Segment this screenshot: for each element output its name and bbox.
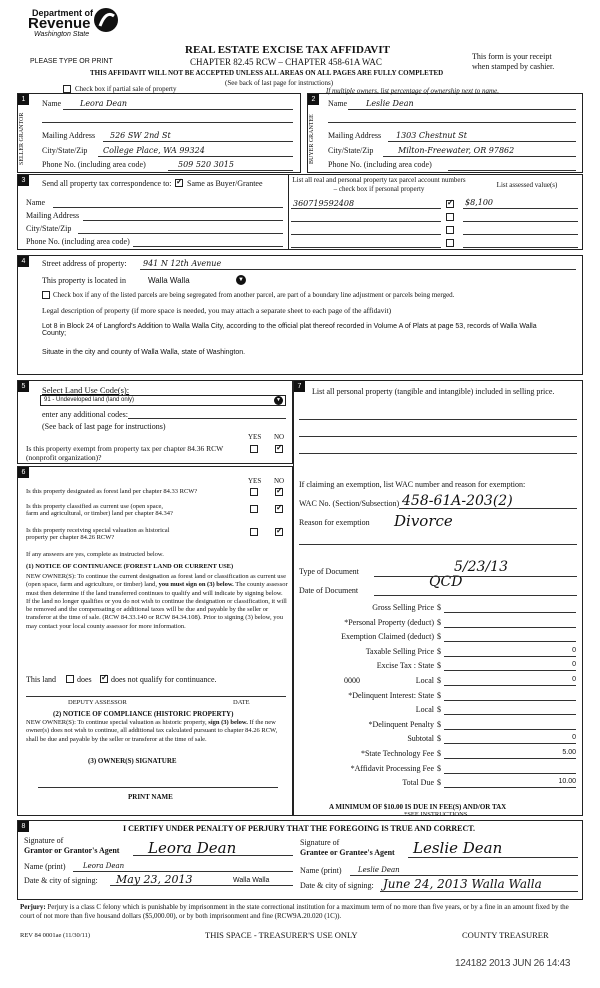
fee-line <box>444 641 576 642</box>
personal-line-3 <box>299 453 577 454</box>
street-line <box>140 269 576 270</box>
land-use-value: 91 - Undeveloped land (land only) <box>44 397 135 403</box>
notice2-body <box>26 719 288 744</box>
segregated-label: Check box if any of the listed parcels are being segregated from another parcel, are part of a boundary line adjustment or parcels being merged. <box>53 291 455 299</box>
deputy-date-label: DATE <box>233 699 250 706</box>
legal-label: Legal description of property (if more space is needed, you may attach a separate sheet to each page of the affidavit) <box>42 306 392 315</box>
fee-row <box>294 747 584 760</box>
notice2-title: (2) NOTICE OF COMPLIANCE (HISTORIC PROPERTY) <box>53 710 234 718</box>
buyer-addr-line <box>388 141 576 142</box>
fee-label: Gross Selling Price <box>372 603 434 612</box>
reason-value[interactable]: Divorce <box>394 512 453 530</box>
buyer-city-line <box>383 156 576 157</box>
form-title: REAL ESTATE EXCISE TAX AFFIDAVIT <box>185 44 390 56</box>
seller-name-label: Name <box>42 99 62 108</box>
buyer-name-line <box>348 109 576 110</box>
parcel-line-4 <box>291 247 441 248</box>
fee-label: Exemption Claimed (deduct) <box>341 632 434 642</box>
grantee-signature[interactable]: Leslie Dean <box>413 839 503 857</box>
seller-addr[interactable]: 526 SW 2nd St <box>110 131 171 140</box>
fee-currency: $ <box>437 749 441 758</box>
fee-line <box>444 729 576 730</box>
does-qualify-checkbox[interactable] <box>66 675 74 683</box>
fee-row <box>294 659 584 672</box>
notice1-c: The county assessor must then determine if the land transferred continues to qualify and will indicate by signing below. If the land no longer qualifies or you do not wish to continue the designation or classification, it will be removed and the compensating or additional taxes will be due and payable by the seller or transferor at the time of sale. (RCW 84.33.140 or RCW 84.34.108). Prior to signing (3) below, you may contact your local county assessor for more information. <box>26 581 288 630</box>
parcel-number[interactable]: 360719592408 <box>293 199 355 208</box>
multiple-owners-note: If multiple owners, list percentage of ownership next to name. <box>326 87 499 95</box>
section-number-2: 2 <box>308 94 319 105</box>
treasurer-space: THIS SPACE - TREASURER'S USE ONLY <box>205 930 358 940</box>
fee-line <box>444 685 576 686</box>
fee-currency: $ <box>437 690 441 700</box>
land-use-section <box>17 380 293 464</box>
section-number-4: 4 <box>18 256 29 267</box>
legal-description-1[interactable]: Lot 8 in Block 24 of Langford's Addition to Walla Walla City, according to the official plat thereof recorded in Volume A of Plats at page 53, records of Walla Walla County; <box>42 323 537 337</box>
seller-phone[interactable]: 509 520 3015 <box>178 160 234 169</box>
type-doc-value[interactable]: QCD <box>429 574 463 590</box>
current-use-no-checkbox[interactable] <box>275 505 283 513</box>
grantor-print-label: Name (print) <box>24 862 66 871</box>
grantor-date[interactable]: May 23, 2013 <box>116 873 193 886</box>
seller-section <box>17 93 301 173</box>
fee-label: *Affidavit Processing Fee <box>350 763 434 773</box>
corr-city-line <box>78 233 283 234</box>
wac-label: WAC No. (Section/Subsection) <box>299 499 400 508</box>
correspondence-section <box>17 174 583 250</box>
fee-currency: $ <box>437 603 441 612</box>
partial-sale-label: Check box if partial sale of property <box>75 85 177 93</box>
grantee-sig-of: Signature of <box>300 838 340 847</box>
parcel-personal-checkbox-1[interactable] <box>446 200 454 208</box>
assessed-line-4 <box>463 247 578 248</box>
logo-emblem-icon <box>92 6 120 34</box>
fee-label: Taxable Selling Price <box>365 646 434 656</box>
sec5-no: NO <box>274 433 285 441</box>
corr-mailing-label: Mailing Address <box>26 211 80 220</box>
fee-line <box>444 758 576 759</box>
grantor-signature[interactable]: Leora Dean <box>148 839 237 857</box>
seller-city-line <box>98 156 293 157</box>
fee-row <box>294 762 584 775</box>
wac-number[interactable]: 458-61A-203(2) <box>402 493 513 509</box>
section-number-3: 3 <box>18 175 29 186</box>
buyer-addr-label: Mailing Address <box>328 131 382 140</box>
exemption-claim-label: If claiming an exemption, list WAC number and reason for exemption: <box>299 480 526 489</box>
signature-section <box>17 820 583 900</box>
fee-row <box>294 718 584 731</box>
grantee-sig-line <box>408 857 578 858</box>
perjury-text: Perjury is a class C felony which is punishable by imprisonment in the state correctional institution for a maximum term of no more than five years, or by a fine in an amount fixed by the court of not more than five housand dollars ($5,000.00), or by both imprisonment and fine (RCW9A.20.020 (1C)). <box>20 903 569 920</box>
forest-yes-checkbox[interactable] <box>250 488 258 496</box>
fee-label: Local <box>415 705 434 715</box>
buyer-section <box>307 93 583 173</box>
parcel-line-1 <box>291 208 441 209</box>
seller-city-label: City/State/Zip <box>42 146 88 155</box>
fee-value[interactable]: 5.00 <box>562 749 576 756</box>
if-yes-note: If any answers are yes, complete as instructed below. <box>26 551 164 558</box>
buyer-addr[interactable]: 1303 Chestnut St <box>396 131 467 140</box>
notice1-b: you must sign on (3) below. <box>158 581 234 589</box>
grantee-print-label: Name (print) <box>300 866 342 875</box>
parcel-column <box>288 175 289 249</box>
same-as-buyer-label: Same as Buyer/Grantee <box>187 179 263 188</box>
send-label: Send all property tax correspondence to: <box>42 179 172 188</box>
sec5-yes: YES <box>248 433 262 441</box>
current-use-question: Is this property classified as current use (open space, farm and agricultural, or timber) land per chapter 84.34? <box>26 503 173 517</box>
reason-label: Reason for exemption <box>299 518 370 527</box>
form-revision: REV 84 0001ae (11/30/11) <box>20 932 90 939</box>
located-dropdown-icon[interactable]: ▼ <box>236 275 246 285</box>
additional-codes-label: enter any additional codes: <box>42 410 128 419</box>
fee-currency: $ <box>437 778 441 788</box>
grantor-print-line <box>73 871 293 872</box>
notice2-a: NEW OWNER(S): To continue special valuation as historic property, <box>26 719 207 726</box>
fee-value[interactable]: 0 <box>572 661 576 669</box>
land-use-select[interactable] <box>40 395 286 406</box>
parcel-personal-checkbox-4[interactable] <box>446 239 454 247</box>
fee-line <box>444 743 576 744</box>
fee-row <box>294 674 584 687</box>
seller-phone-label: Phone No. (including area code) <box>42 160 146 169</box>
grantee-date-label: Date & city of signing: <box>300 881 374 890</box>
type-doc-label: Type of Document <box>299 567 359 576</box>
parcel-personal-checkbox-3[interactable] <box>446 226 454 234</box>
located-value[interactable]: Walla Walla <box>148 276 190 285</box>
legal-description-2[interactable]: Situate in the city and county of Walla Walla, state of Washington. <box>42 349 246 356</box>
seller-name[interactable]: Leora Dean <box>80 99 128 108</box>
assessed-value[interactable]: $8,100 <box>465 198 493 207</box>
fee-line <box>444 627 576 628</box>
fee-row <box>294 616 584 629</box>
date-doc-value[interactable]: 5/23/13 <box>454 559 508 575</box>
exempt-question: Is this property exempt from property tax per chapter 84.36 RCW (nonprofit organization)? <box>26 444 224 462</box>
buyer-phone-line <box>448 170 576 171</box>
buyer-phone-label: Phone No. (including area code) <box>328 160 432 169</box>
minimum-due: A MINIMUM OF $10.00 IS DUE IN FEE(S) AND/OR TAX <box>329 803 507 811</box>
fee-line <box>444 656 576 657</box>
buyer-name[interactable]: Leslie Dean <box>366 99 414 108</box>
fee-currency: $ <box>437 632 441 642</box>
fee-currency: $ <box>437 617 441 627</box>
does-not-label: does not qualify for continuance. <box>111 675 217 684</box>
historic-yes-checkbox[interactable] <box>250 528 258 536</box>
assessed-line-2 <box>463 221 578 222</box>
see-back: (See back of last page for instructions) <box>225 79 334 87</box>
grantor-sig-line <box>133 855 293 856</box>
dor-logo <box>6 4 121 44</box>
historic-question: Is this property receiving special valuation as historical property per chapter 84.26 RCW? <box>26 527 170 541</box>
section-number-8: 8 <box>18 821 29 832</box>
grantee-print-line <box>350 875 578 876</box>
fee-row <box>294 776 584 789</box>
forest-question: Is this property designated as forest land per chapter 84.33 RCW? <box>26 488 198 495</box>
fee-label: *Delinquent Penalty <box>368 719 434 729</box>
buyer-city[interactable]: Milton-Freewater, OR 97862 <box>398 146 515 155</box>
fee-value[interactable]: 0 <box>572 734 576 742</box>
seller-city[interactable]: College Place, WA 99324 <box>103 146 205 155</box>
fee-currency: $ <box>437 646 441 656</box>
county-treasurer: COUNTY TREASURER <box>462 930 549 940</box>
buyer-city-label: City/State/Zip <box>328 146 374 155</box>
fee-label: Subtotal <box>407 734 434 744</box>
designation-section <box>17 466 293 816</box>
fee-value[interactable]: 0 <box>572 646 576 654</box>
corr-mailing-line <box>83 220 283 221</box>
wac-line <box>399 508 577 509</box>
property-section <box>17 255 583 375</box>
seller-name-line <box>63 109 293 110</box>
parcel-header: List all real and personal property tax parcel account numbers – check box if personal property <box>292 176 466 193</box>
notice2-b: sign (3) below. <box>208 719 248 726</box>
assessed-header: List assessed value(s) <box>496 181 558 189</box>
perjury-note <box>20 903 580 921</box>
fee-value[interactable]: 0 <box>572 676 576 683</box>
seller-name-line2 <box>42 122 293 123</box>
grantor-date-label: Date & city of signing: <box>24 876 98 885</box>
fee-prefix: 0000 <box>344 676 360 685</box>
logo-dept: Department of <box>32 8 94 18</box>
grantor-city[interactable]: Walla Walla <box>233 877 270 884</box>
section-number-1: 1 <box>18 94 29 105</box>
seller-addr-label: Mailing Address <box>42 131 96 140</box>
fee-label: *Delinquent Interest: State <box>348 690 434 700</box>
sec6-no: NO <box>274 477 285 485</box>
fee-currency: $ <box>437 676 441 685</box>
grantee-agent-label: Grantee or Grantee's Agent <box>300 848 395 857</box>
parcel-line-3 <box>291 234 441 235</box>
corr-name-line <box>53 207 283 208</box>
certify-statement: I CERTIFY UNDER PENALTY OF PERJURY THAT THE FOREGOING IS TRUE AND CORRECT. <box>123 824 476 833</box>
sec6-yes: YES <box>248 477 262 485</box>
fee-currency: $ <box>437 719 441 729</box>
personal-line-1 <box>299 419 577 420</box>
fee-label: Excise Tax : State <box>376 661 434 671</box>
owner-sig-line <box>38 787 278 788</box>
fee-currency: $ <box>437 734 441 744</box>
land-use-dropdown-icon[interactable]: ▼ <box>274 396 283 405</box>
parcel-line-2 <box>291 221 441 222</box>
does-label: does <box>77 675 92 684</box>
exempt-no-checkbox[interactable] <box>275 445 283 453</box>
land-use-label: Select Land Use Code(s): <box>42 385 130 395</box>
current-use-yes-checkbox[interactable] <box>250 505 258 513</box>
logo-state: Washington State <box>34 31 90 38</box>
fee-line <box>444 700 576 701</box>
grantee-date[interactable]: June 24, 2013 Walla Walla <box>383 877 542 891</box>
fee-row <box>294 601 584 614</box>
personal-property-label: List all personal property (tangible and intangible) included in selling price. <box>312 387 555 396</box>
grantor-sig-of: Signature of <box>24 836 64 845</box>
grantor-print-name[interactable]: Leora Dean <box>83 862 125 870</box>
seller-addr-line <box>103 141 293 142</box>
reason-line <box>299 544 577 545</box>
receipt-1: This form is your receipt <box>472 52 552 61</box>
fee-currency: $ <box>437 763 441 773</box>
this-land-label: This land <box>26 675 56 684</box>
exempt-yes-checkbox[interactable] <box>250 445 258 453</box>
logo-revenue: Revenue <box>28 15 91 32</box>
print-name-label: PRINT NAME <box>128 793 173 801</box>
form-warning: THIS AFFIDAVIT WILL NOT BE ACCEPTED UNLESS ALL AREAS ON ALL PAGES ARE FULLY COMPLETED <box>90 69 444 77</box>
buyer-name-line2 <box>328 122 576 123</box>
fee-line <box>444 773 576 774</box>
fee-currency: $ <box>437 705 441 715</box>
historic-no-checkbox[interactable] <box>275 528 283 536</box>
does-not-qualify-checkbox[interactable] <box>100 675 108 683</box>
forest-no-checkbox[interactable] <box>275 488 283 496</box>
sec5-see-back: (See back of last page for instructions) <box>42 422 166 431</box>
corr-phone-label: Phone No. (including area code) <box>26 237 130 246</box>
partial-sale-checkbox[interactable] <box>63 85 71 93</box>
buyer-side-label: BUYER GRANTEE <box>309 114 315 164</box>
section-number-7: 7 <box>294 381 305 392</box>
located-label: This property is located in <box>42 276 126 285</box>
fee-value[interactable]: 10.00 <box>558 778 576 786</box>
same-as-buyer-checkbox[interactable] <box>175 179 183 187</box>
notice2-c: If the new owner(s) does not wish to continue, all additional tax calculated pursuant to chapter 84.26 RCW, shall be due and payable by the seller or transferor at the time of sale. <box>26 719 278 743</box>
financial-section <box>293 380 583 816</box>
street-address[interactable]: 941 N 12th Avenue <box>143 259 222 268</box>
corr-city-label: City/State/Zip <box>26 224 72 233</box>
date-doc-line <box>374 595 577 596</box>
assessed-line-1 <box>463 208 578 209</box>
grantor-date-line <box>110 885 293 886</box>
additional-codes-line <box>128 418 286 419</box>
fee-row <box>294 645 584 658</box>
grantee-print-name[interactable]: Leslie Dean <box>358 866 400 874</box>
owner-signature-label: (3) OWNER(S) SIGNATURE <box>88 757 177 765</box>
fee-label: *Personal Property (deduct) <box>344 617 434 627</box>
fee-line <box>444 787 576 788</box>
section-number-5: 5 <box>18 381 29 392</box>
fee-line <box>444 714 576 715</box>
grantee-date-line <box>380 891 578 892</box>
receipt-2: when stamped by cashier. <box>472 62 555 71</box>
assessed-line-3 <box>463 234 578 235</box>
date-doc-label: Date of Document <box>299 586 359 595</box>
print-hint: PLEASE TYPE OR PRINT <box>30 58 113 65</box>
street-label: Street address of property: <box>42 259 127 268</box>
corr-phone-line <box>133 246 283 247</box>
fee-label: Local <box>415 676 434 685</box>
notice1-a: NEW OWNER(S): To continue the current designation as forest land or classification as current use (open space, farm and agriculture, or timber) land, <box>26 573 286 589</box>
section-number-6: 6 <box>18 467 29 478</box>
treasurer-stamp: 124182 2013 JUN 26 14:43 <box>455 958 571 969</box>
perjury-label: Perjury: <box>20 903 46 911</box>
fee-currency: $ <box>437 661 441 671</box>
segregated-checkbox[interactable] <box>42 291 50 299</box>
grantor-agent-label: Grantor or Grantor's Agent <box>24 846 120 855</box>
notice1-title: (1) NOTICE OF CONTINUANCE (FOREST LAND OR CURRENT USE) <box>26 563 234 570</box>
fee-line <box>444 612 576 613</box>
fee-row <box>294 689 584 702</box>
fee-row <box>294 630 584 643</box>
type-doc-line <box>374 576 577 577</box>
form-chapter: CHAPTER 82.45 RCW – CHAPTER 458-61A WAC <box>190 57 382 67</box>
corr-name-label: Name <box>26 198 46 207</box>
seller-side-label: SELLER GRANTOR <box>19 112 25 166</box>
deputy-label: DEPUTY ASSESSOR <box>68 699 127 706</box>
seller-phone-line <box>168 170 293 171</box>
personal-line-2 <box>299 436 577 437</box>
fee-label: *State Technology Fee <box>360 749 434 758</box>
fee-row <box>294 732 584 745</box>
buyer-name-label: Name <box>328 99 348 108</box>
fee-row <box>294 703 584 716</box>
fee-label: Total Due <box>402 778 434 788</box>
deputy-line <box>26 696 286 697</box>
parcel-personal-checkbox-2[interactable] <box>446 213 454 221</box>
notice1-body <box>26 573 288 631</box>
fee-line <box>444 670 576 671</box>
see-instructions: *SEE INSTRUCTIONS <box>404 811 468 818</box>
